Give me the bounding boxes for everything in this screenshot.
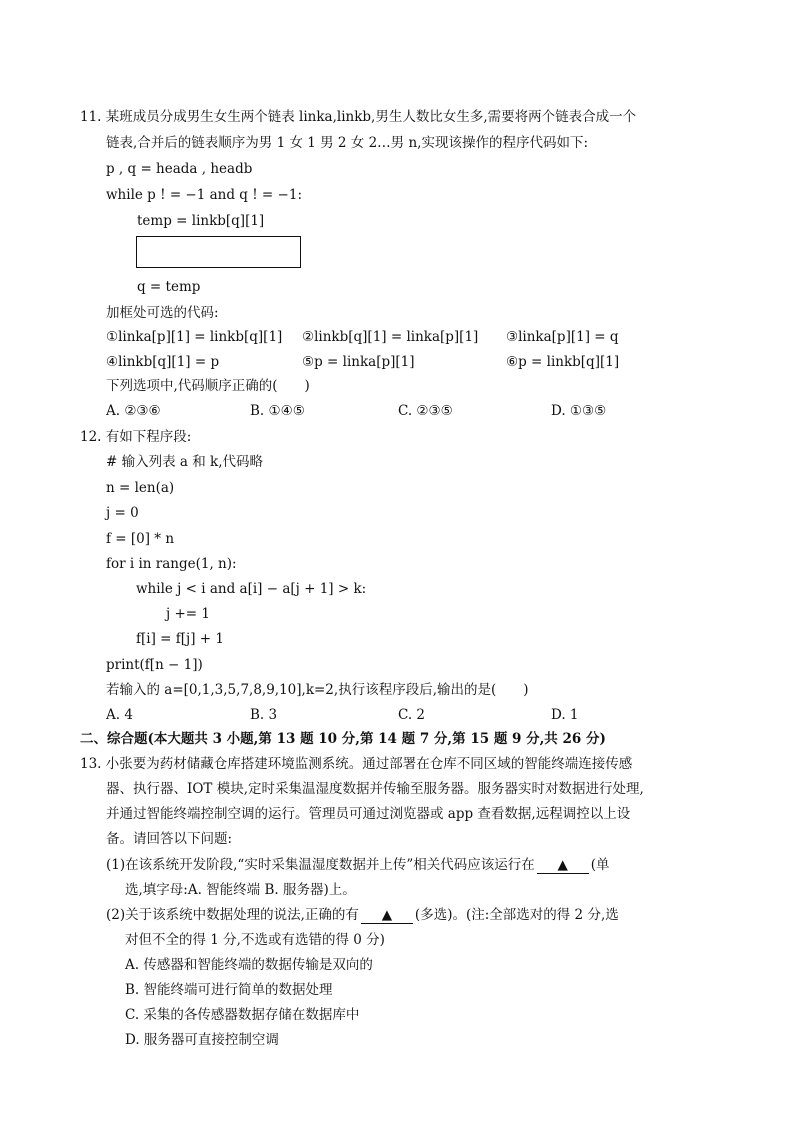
q11-code-option: ④linkb[q][1] = p: [106, 354, 220, 370]
answer-blank-1[interactable]: ▲: [537, 857, 589, 874]
q13-part2-line1: [106, 905, 619, 925]
q11-choice-c: C. ②③⑤: [398, 403, 453, 419]
q11-stem-line1: 11. 某班成员分成男生女生两个链表 linka,linkb,男生人数比女生多,需要将两个链表合成一个: [80, 109, 637, 125]
q11-choice-b: B. ①④⑤: [250, 403, 305, 419]
q13-option-a: A. 传感器和智能终端的数据传输是双向的: [125, 957, 373, 973]
q13-part2-line2: 对但不全的得 1 分,不选或有选错的得 0 分): [125, 932, 385, 948]
q13-part1-text-end: (单: [590, 857, 610, 873]
q11-stem-line2: 链表,合并后的链表顺序为男 1 女 1 男 2 女 2…男 n,实现该操作的程序代码如下:: [106, 135, 589, 151]
q13-part1-line1: [106, 855, 610, 875]
q11-code-option: ⑥p = linkb[q][1]: [506, 354, 620, 370]
q12-code-line: n = len(a): [106, 480, 175, 496]
q12-code-line: for i in range(1, n):: [106, 556, 237, 572]
q13-part1-text: (1)在该系统开发阶段,“实时采集温湿度数据并上传”相关代码应该运行在: [106, 857, 535, 873]
q11-code-line: while p ! = −1 and q ! = −1:: [106, 187, 302, 203]
q12-choice-b: B. 3: [250, 707, 278, 723]
q12-stem: 12. 有如下程序段:: [80, 429, 192, 445]
q13-option-d: D. 服务器可直接控制空调: [125, 1032, 279, 1048]
q12-code-line: print(f[n − 1]): [106, 657, 203, 673]
q12-code-line: # 输入列表 a 和 k,代码略: [106, 454, 263, 470]
q12-code-line: f[i] = f[j] + 1: [136, 631, 224, 647]
q13-option-c: C. 采集的各传感器数据存储在数据库中: [125, 1007, 360, 1023]
q11-box-prompt: 加框处可选的代码:: [106, 305, 219, 321]
q11-choice-a: A. ②③⑥: [106, 403, 161, 419]
q11-question: 下列选项中,代码顺序正确的( ): [106, 378, 310, 394]
q11-code-line: temp = linkb[q][1]: [137, 213, 265, 229]
q12-code-line: j = 0: [106, 505, 139, 521]
q11-code-option: ②linkb[q][1] = linka[p][1]: [302, 329, 479, 345]
q11-code-line: q = temp: [137, 279, 201, 295]
q13-part2-text-end: (多选)。(注:全部选对的得 2 分,选: [414, 907, 619, 923]
q13-intro-line: 器、执行器、IOT 模块,定时采集温湿度数据并传输至服务器。服务器实时对数据进行处理,: [106, 781, 644, 797]
q13-option-b: B. 智能终端可进行简单的数据处理: [125, 982, 333, 998]
q12-choice-d: D. 1: [551, 707, 579, 723]
q13-intro-line: 备。请回答以下问题:: [106, 831, 233, 847]
q13-part1-line2: 选,填字母:A. 智能终端 B. 服务器)上。: [125, 882, 356, 898]
q11-choice-d: D. ①③⑤: [551, 403, 607, 419]
q13-intro-line: 13. 小张要为药材储藏仓库搭建环境监测系统。通过部署在仓库不同区域的智能终端连接传感: [80, 756, 633, 772]
q11-code-option: ⑤p = linka[p][1]: [302, 354, 415, 370]
q12-code-line: while j < i and a[i] − a[j + 1] > k:: [136, 581, 367, 597]
q12-question: 若输入的 a=[0,1,3,5,7,8,9,10],k=2,执行该程序段后,输出的是( ): [106, 682, 529, 698]
q12-choice-c: C. 2: [398, 707, 426, 723]
section-title: 二、综合题(本大题共 3 小题,第 13 题 10 分,第 14 题 7 分,第 15 题 9 分,共 26 分): [80, 731, 606, 747]
answer-box: [136, 236, 301, 268]
q13-part2-text: (2)关于该系统中数据处理的说法,正确的有: [106, 907, 359, 923]
answer-blank-2[interactable]: ▲: [361, 907, 413, 924]
q11-code-option: ①linka[p][1] = linkb[q][1]: [106, 329, 283, 345]
q11-code-line: p , q = heada , headb: [106, 161, 253, 177]
q11-code-option: ③linka[p][1] = q: [506, 329, 619, 345]
q12-choice-a: A. 4: [106, 707, 133, 723]
q12-code-line: f = [0] * n: [106, 531, 175, 547]
q12-code-line: j += 1: [166, 606, 210, 622]
q13-intro-line: 并通过智能终端控制空调的运行。管理员可通过浏览器或 app 查看数据,远程调控以上设: [106, 806, 631, 822]
